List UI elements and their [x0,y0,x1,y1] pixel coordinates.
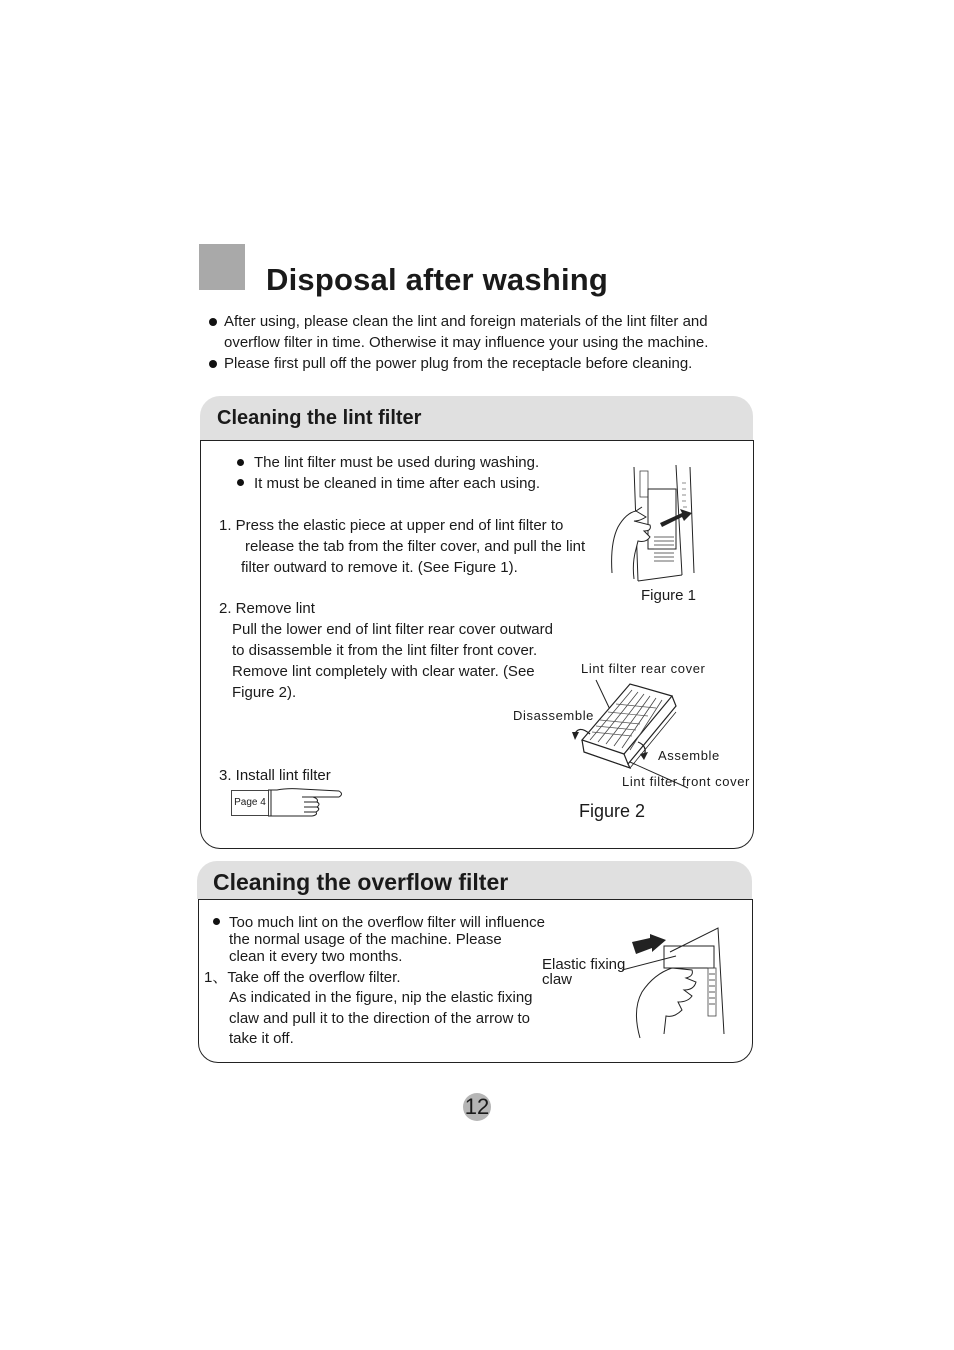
overflow-step1-line: take it off. [229,1030,294,1047]
step2-title: 2. Remove lint [219,600,315,617]
step2-line: Figure 2). [232,684,297,701]
step1-line: filter outward to remove it. (See Figure 1). [241,559,518,576]
pointing-hand-icon [267,785,347,821]
overflow-section-title: Cleaning the overflow filter [213,869,509,895]
intro-bullet: Please first pull off the power plug from the receptacle before cleaning. [207,353,767,374]
bullet-dot [237,479,244,486]
figure1-caption: Figure 1 [641,587,697,604]
label-front-cover: Lint filter front cover [622,774,750,789]
bullet-dot [237,459,244,466]
overflow-step1-line: As indicated in the figure, nip the elastic fixing [229,989,533,1006]
step1-line: 1. Press the elastic piece at upper end of lint filter to [219,517,564,534]
bullet-dot [213,918,220,925]
step3-title: 3. Install lint filter [219,767,331,784]
label-assemble: Assemble [658,748,720,763]
label-disassemble: Disassemble [513,708,595,723]
intro-bullet: After using, please clean the lint and foreign materials of the lint filter and overflow filter in time. Otherwise it may influence your using the machine. [207,311,767,353]
lint-bullet: The lint filter must be used during washing. [254,454,540,471]
page-reference: Page 4 [231,790,269,816]
step2-line: Pull the lower end of lint filter rear cover outward [232,621,553,638]
overflow-step1-title: 1、Take off the overflow filter. [204,969,401,986]
overflow-step1-line: claw and pull it to the direction of the arrow to [229,1010,530,1027]
title-marker [199,244,245,290]
page-title: Disposal after washing [266,262,609,297]
figure2-caption: Figure 2 [579,801,646,821]
figure1-lint-filter-removal [610,463,700,585]
step1-line: release the tab from the filter cover, and pull the lint [245,538,586,555]
label-elastic-claw: Elastic fixing claw [542,956,626,988]
intro [207,311,767,374]
step2-line: to disassemble it from the lint filter front cover. [232,642,538,659]
step2-line: Remove lint completely with clear water. (See [232,663,535,680]
figure2-lint-filter-assembly [570,672,710,790]
label-rear-cover: Lint filter rear cover [581,661,706,676]
lint-section-header [200,396,753,440]
overflow-bullet: Too much lint on the overflow filter will influence the normal usage of the machine. Please clean it every two months. [229,914,545,965]
lint-section-title: Cleaning the lint filter [217,407,422,429]
figure3-overflow-filter-removal [600,922,730,1042]
overflow-section-header [197,861,752,899]
page-number: 12 [464,1094,490,1119]
lint-bullet: It must be cleaned in time after each using. [254,475,540,492]
